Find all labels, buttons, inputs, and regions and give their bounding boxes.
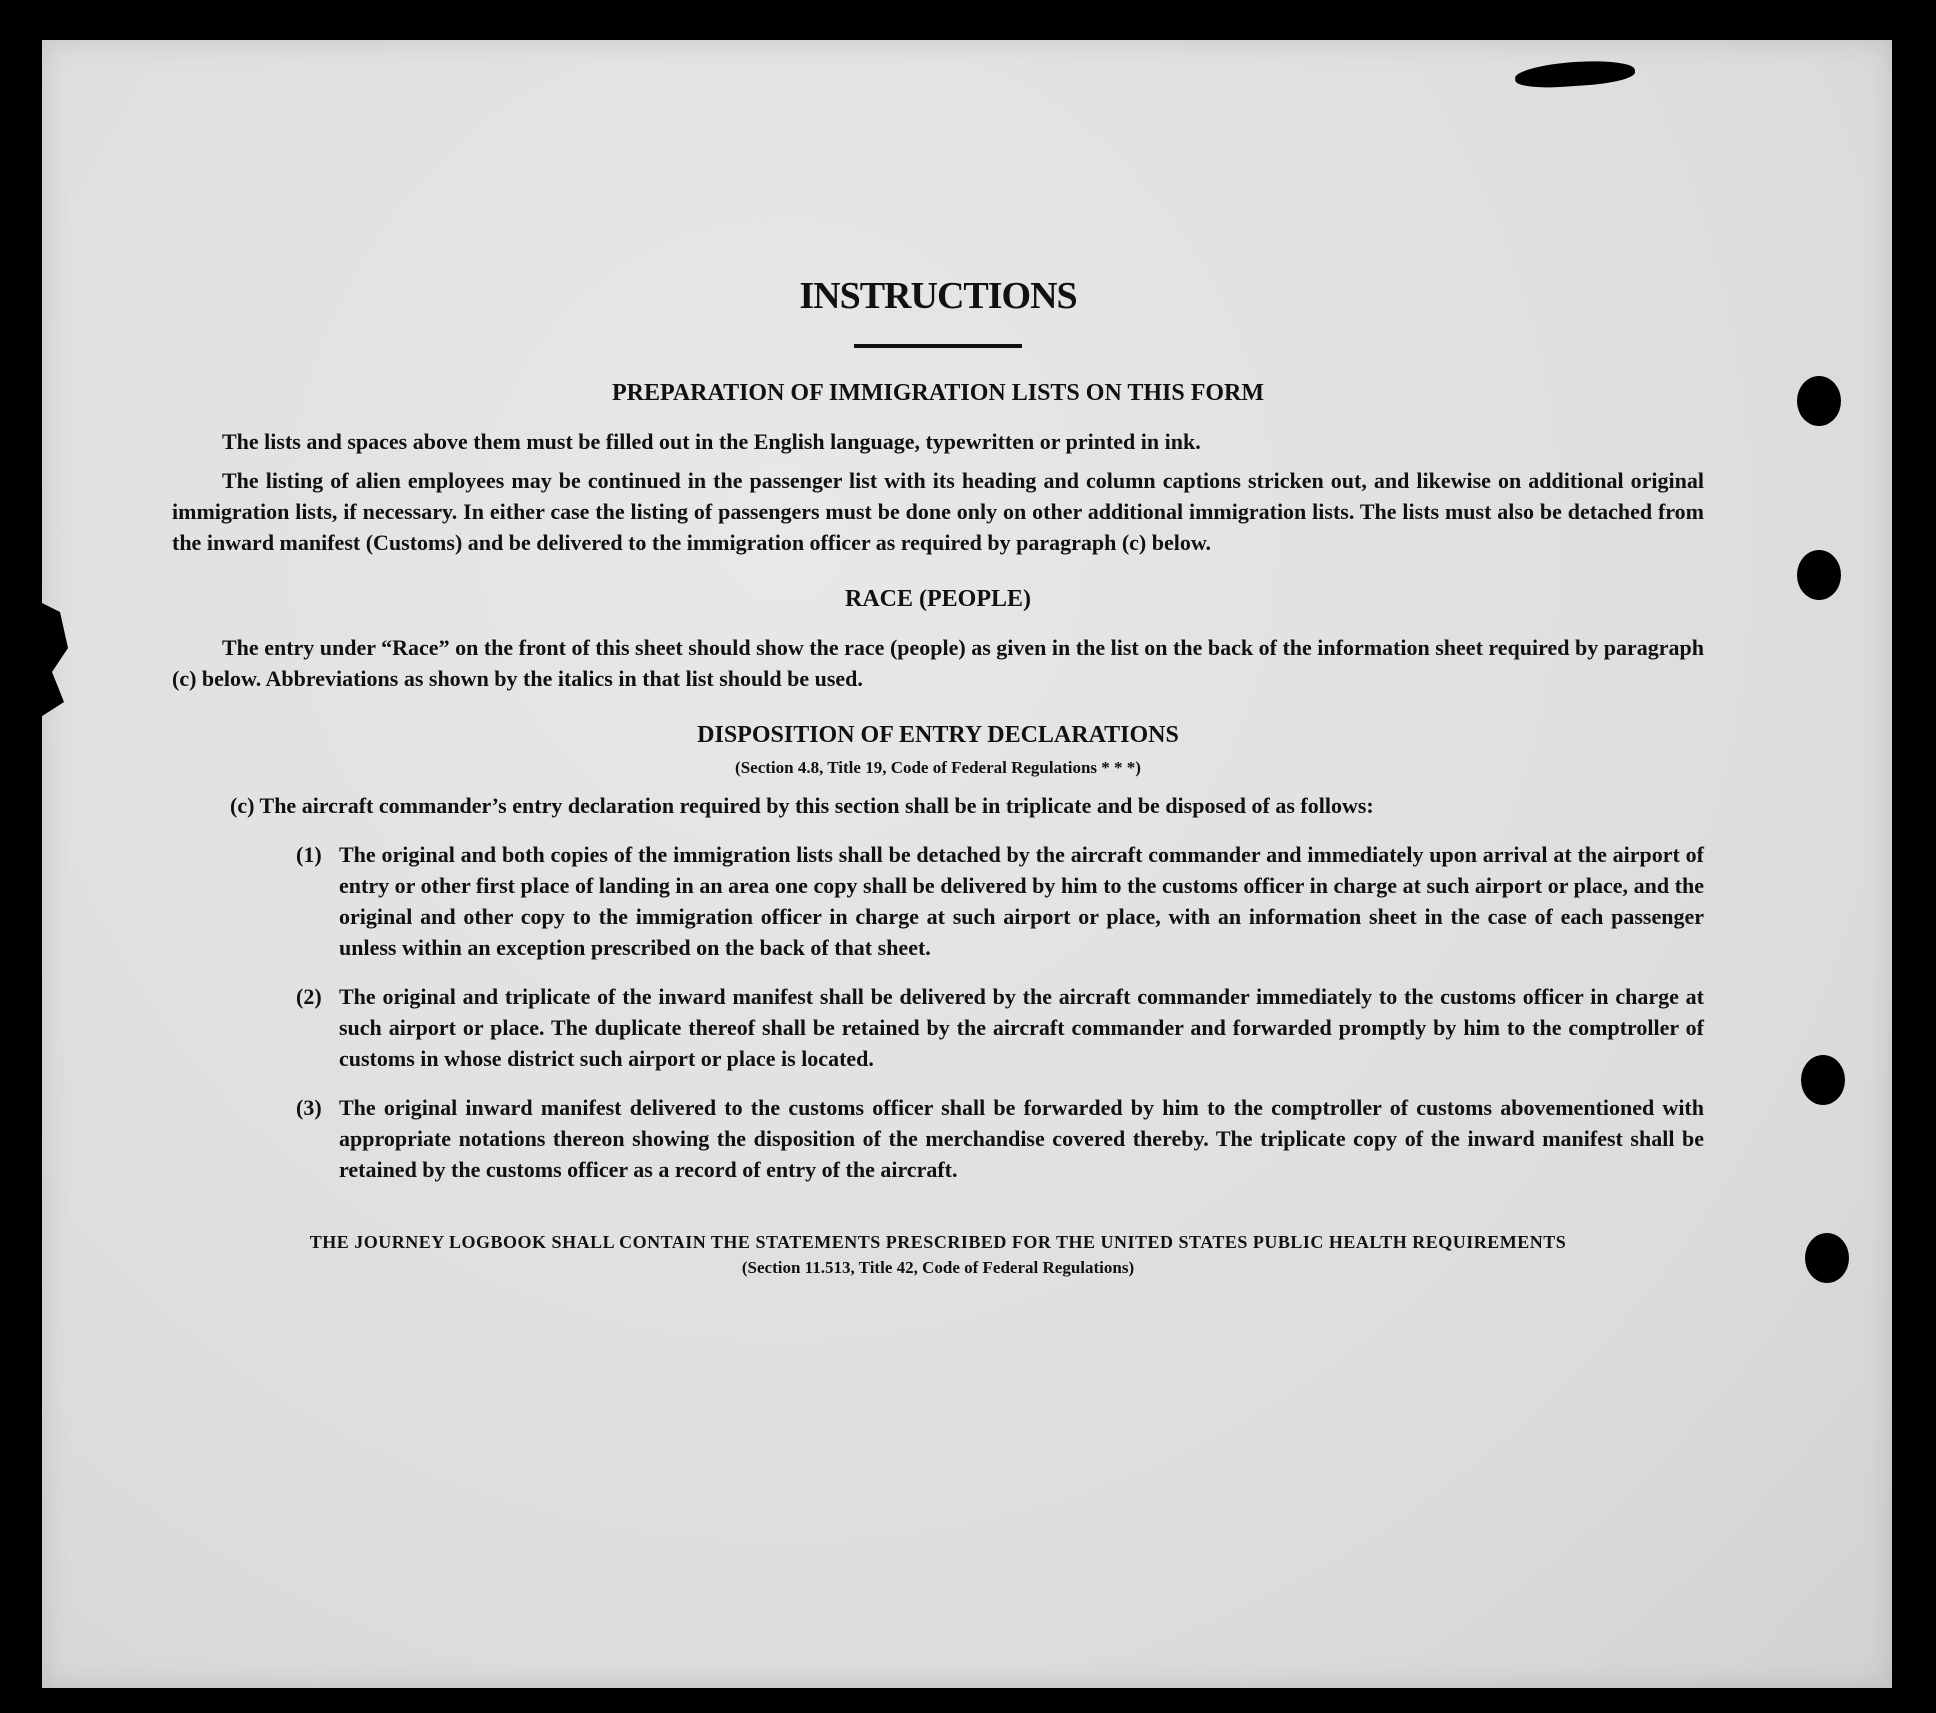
punch-hole — [1801, 1055, 1845, 1105]
section-heading-disposition: DISPOSITION OF ENTRY DECLARATIONS — [697, 722, 1179, 748]
title-underline — [854, 344, 1022, 348]
list-item-number: (1) — [296, 842, 322, 867]
list-item — [272, 839, 1704, 963]
list-item-number: (3) — [296, 1095, 322, 1120]
closing-statement: THE JOURNEY LOGBOOK SHALL CONTAIN THE STATEMENTS PRESCRIBED FOR THE UNITED STATES PUBLIC HEALTH REQUIREMENTS — [309, 1232, 1567, 1252]
list-item-text: The original and triplicate of the inward manifest shall be delivered by the aircraft commander immediately to the customs officer in charge at such airport or place. The duplicate thereof shall be retained by the aircraft commander and forwarded promptly by him to the comptroller of customs in whose district such airport or place is located. — [339, 984, 1704, 1071]
section-citation: (Section 4.8, Title 19, Code of Federal Regulations * * *) — [735, 758, 1141, 777]
page-title: INSTRUCTIONS — [799, 275, 1077, 317]
list-item-text: The original inward manifest delivered to the customs officer shall be forwarded by him to the comptroller of customs abovementioned with appropriate notations thereon showing the disposition of the merchandise covered thereby. The triplicate copy of the inward manifest shall be retained by the customs officer as a record of entry of the aircraft. — [339, 1095, 1704, 1182]
document-body — [172, 270, 1704, 1281]
list-item — [272, 981, 1704, 1074]
punch-hole — [1805, 1233, 1849, 1283]
paragraph-c-lead: (c) The aircraft commander’s entry declaration required by this section shall be in triplicate and be disposed of as follows: — [230, 793, 1374, 818]
punch-hole — [1797, 376, 1841, 426]
section-heading-preparation: PREPARATION OF IMMIGRATION LISTS ON THIS FORM — [611, 380, 1265, 406]
list-item-text: The original and both copies of the immigration lists shall be detached by the aircraft commander and immediately upon arrival at the airport of entry or other first place of landing in an area one copy shall be delivered by him to the customs officer in charge at such airport or place, and the original and other copy to the immigration officer in charge at such airport or place, with an information sheet in the case of each passenger unless within an exception prescribed on the back of that sheet. — [339, 842, 1704, 960]
section-heading-race: RACE (PEOPLE) — [845, 586, 1031, 612]
paragraph: The lists and spaces above them must be filled out in the English language, typewritten or printed in ink. — [222, 429, 1201, 454]
paragraph: The listing of alien employees may be continued in the passenger list with its heading and column captions stricken out, and likewise on additional original immigration lists, if necessary. In either case the listing of passengers must be done only on other additional immigration lists. The lists must also be detached from the inward manifest (Customs) and be delivered to the immigration officer as required by paragraph (c) below. — [172, 468, 1704, 555]
list-item — [272, 1092, 1704, 1185]
closing-citation: (Section 11.513, Title 42, Code of Federal Regulations) — [741, 1258, 1135, 1277]
punch-hole — [1797, 550, 1841, 600]
list-item-number: (2) — [296, 984, 322, 1009]
paragraph: The entry under “Race” on the front of this sheet should show the race (people) as given in the list on the back of the information sheet required by paragraph (c) below. Abbreviations as shown by the italics in that list should be used. — [172, 635, 1704, 691]
